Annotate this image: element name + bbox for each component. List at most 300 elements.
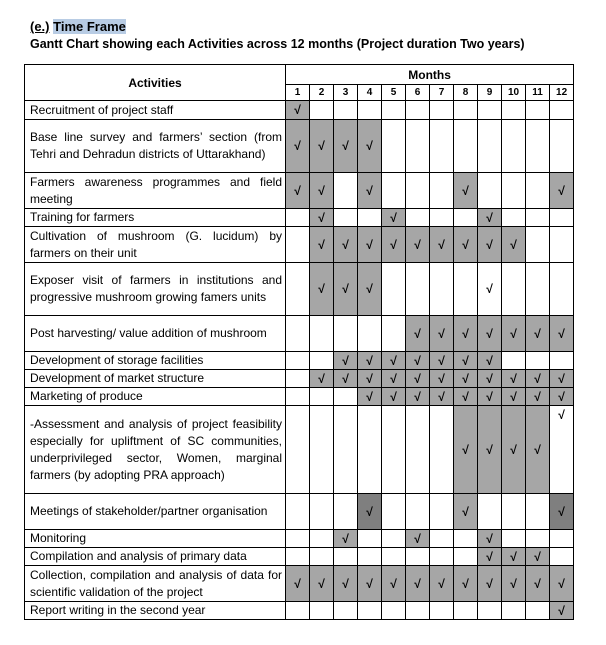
month-cell [358,209,382,227]
activity-label: Compilation and analysis of primary data [25,548,286,566]
month-cell [406,530,430,548]
gantt-row [25,316,599,352]
month-cell [430,548,454,566]
month-cell [358,548,382,566]
check-mark-icon: √ [462,371,469,386]
month-cell [334,316,358,352]
month-number: 5 [382,85,406,101]
activity-label: Meetings of stakeholder/partner organisation [25,494,286,530]
month-number: 9 [478,85,502,101]
check-mark-icon: √ [462,576,469,591]
month-cell [358,101,382,120]
gantt-row [25,120,599,173]
month-cell [406,263,430,316]
month-cell [310,173,334,209]
month-cell [550,388,574,406]
month-cell [334,602,358,620]
month-cell [406,352,430,370]
gantt-row [25,406,599,494]
month-cell [382,566,406,602]
month-cell [550,370,574,388]
section-title: Time Frame [53,19,126,34]
month-cell [502,101,526,120]
check-mark-icon: √ [366,576,373,591]
gantt-row [25,566,599,602]
month-cell [430,101,454,120]
month-cell [358,370,382,388]
month-cell [382,530,406,548]
check-mark-icon: √ [534,326,541,341]
month-cell [550,209,574,227]
month-cell [334,406,358,494]
month-cell [406,494,430,530]
month-number: 12 [550,85,574,101]
month-cell [286,566,310,602]
month-cell [478,406,502,494]
check-mark-icon: √ [438,353,445,368]
gantt-row [25,548,599,566]
activity-label: Cultivation of mushroom (G. lucidum) by farmers on their unit [25,227,286,263]
check-mark-icon: √ [438,326,445,341]
month-cell [526,263,550,316]
gantt-row [25,227,599,263]
month-cell [286,316,310,352]
check-mark-icon: √ [486,531,493,546]
month-cell [526,548,550,566]
check-mark-icon: √ [390,371,397,386]
activity-label: Exposer visit of farmers in institutions and progressive mushroom growing famers units [25,263,286,316]
check-mark-icon: √ [390,389,397,404]
check-mark-icon: √ [366,389,373,404]
month-cell [286,263,310,316]
check-mark-icon: √ [486,576,493,591]
month-cell [550,173,574,209]
month-cell [454,530,478,548]
check-mark-icon: √ [414,353,421,368]
month-cell [550,406,574,494]
month-cell [358,388,382,406]
month-cell [382,406,406,494]
activity-label: Development of storage facilities [25,352,286,370]
month-cell [502,352,526,370]
check-mark-icon: √ [318,282,325,296]
month-cell [358,494,382,530]
section-number: (e.) [30,19,50,34]
month-cell [430,370,454,388]
gantt-row [25,209,599,227]
check-mark-icon: √ [390,210,397,225]
month-number: 2 [310,85,334,101]
month-cell [502,566,526,602]
check-mark-icon: √ [366,139,373,153]
month-cell [502,370,526,388]
gantt-row [25,263,599,316]
check-mark-icon: √ [486,549,493,564]
month-cell [526,352,550,370]
month-cell [526,120,550,173]
month-cell [310,101,334,120]
month-cell [286,388,310,406]
month-cell [478,316,502,352]
check-mark-icon: √ [486,282,493,296]
month-cell [478,530,502,548]
month-cell [454,209,478,227]
month-cell [382,316,406,352]
month-cell [382,602,406,620]
check-mark-icon: √ [486,326,493,341]
month-number: 10 [502,85,526,101]
month-cell [358,352,382,370]
month-cell [406,602,430,620]
month-cell [550,602,574,620]
activities-header: Activities [25,65,286,101]
month-cell [526,388,550,406]
month-cell [478,352,502,370]
month-cell [334,263,358,316]
month-cell [310,388,334,406]
month-cell [382,120,406,173]
section-heading [30,18,126,35]
check-mark-icon: √ [534,442,541,457]
month-cell [334,101,358,120]
check-mark-icon: √ [294,139,301,153]
month-cell [310,263,334,316]
month-cell [430,388,454,406]
month-cell [358,263,382,316]
month-cell [502,263,526,316]
month-cell [502,602,526,620]
month-cell [454,173,478,209]
month-cell [310,316,334,352]
month-cell [454,548,478,566]
activity-label: Report writing in the second year [25,602,286,620]
check-mark-icon: √ [462,353,469,368]
gantt-table [24,64,599,620]
month-cell [334,227,358,263]
month-cell [502,388,526,406]
month-cell [502,173,526,209]
month-cell [478,120,502,173]
check-mark-icon: √ [366,183,373,198]
month-cell [430,120,454,173]
check-mark-icon: √ [366,371,373,386]
month-cell [406,173,430,209]
month-cell [382,370,406,388]
check-mark-icon: √ [438,237,445,252]
month-cell [526,209,550,227]
month-cell [334,388,358,406]
month-cell [286,548,310,566]
month-cell [406,316,430,352]
check-mark-icon: √ [486,353,493,368]
month-cell [310,209,334,227]
check-mark-icon: √ [414,531,421,546]
month-cell [406,406,430,494]
month-cell [382,227,406,263]
check-mark-icon: √ [534,549,541,564]
month-cell [478,602,502,620]
month-cell [358,120,382,173]
activity-label: Recruitment of project staff [25,101,286,120]
month-cell [358,602,382,620]
check-mark-icon: √ [318,183,325,198]
gantt-body [25,101,599,620]
month-cell [286,227,310,263]
month-cell [406,370,430,388]
month-number: 3 [334,85,358,101]
check-mark-icon: √ [390,237,397,252]
month-cell [334,566,358,602]
month-cell [454,352,478,370]
activity-label: Base line survey and farmers’ section (from Tehri and Dehradun districts of Uttarakhand) [25,120,286,173]
check-mark-icon: √ [366,504,373,519]
month-cell [382,173,406,209]
month-cell [550,227,574,263]
month-cell [286,352,310,370]
check-mark-icon: √ [486,210,493,225]
month-cell [430,494,454,530]
month-cell [286,370,310,388]
month-cell [478,227,502,263]
gantt-row [25,370,599,388]
check-mark-icon: √ [414,371,421,386]
check-mark-icon: √ [390,353,397,368]
check-mark-icon: √ [534,576,541,591]
activity-label: Training for farmers [25,209,286,227]
month-cell [358,406,382,494]
check-mark-icon: √ [486,371,493,386]
month-cell [526,602,550,620]
check-mark-icon: √ [462,326,469,341]
month-cell [358,227,382,263]
month-cell [430,406,454,494]
check-mark-icon: √ [318,210,325,225]
check-mark-icon: √ [486,442,493,457]
gantt-row [25,602,599,620]
month-cell [406,101,430,120]
month-cell [286,406,310,494]
month-cell [286,120,310,173]
month-cell [478,101,502,120]
month-cell [502,548,526,566]
check-mark-icon: √ [558,408,565,422]
month-cell [382,209,406,227]
month-cell [310,530,334,548]
check-mark-icon: √ [534,371,541,386]
month-cell [550,530,574,548]
month-cell [526,530,550,548]
month-cell [310,227,334,263]
month-cell [502,316,526,352]
check-mark-icon: √ [414,389,421,404]
check-mark-icon: √ [318,371,325,386]
month-cell [454,566,478,602]
month-number: 6 [406,85,430,101]
month-cell [406,388,430,406]
month-cell [502,209,526,227]
check-mark-icon: √ [414,576,421,591]
check-mark-icon: √ [558,504,565,519]
month-cell [430,352,454,370]
month-cell [526,370,550,388]
month-cell [454,120,478,173]
chart-subtitle: Gantt Chart showing each Activities across 12 months (Project duration Two years) [30,37,525,51]
month-cell [430,316,454,352]
month-cell [454,494,478,530]
check-mark-icon: √ [390,576,397,591]
activity-label: Marketing of produce [25,388,286,406]
check-mark-icon: √ [558,389,565,404]
check-mark-icon: √ [438,371,445,386]
month-cell [478,370,502,388]
check-mark-icon: √ [342,139,349,153]
check-mark-icon: √ [510,442,517,457]
gantt-row [25,173,599,209]
month-cell [286,530,310,548]
check-mark-icon: √ [558,371,565,386]
check-mark-icon: √ [342,531,349,546]
check-mark-icon: √ [318,237,325,252]
activity-label: Monitoring [25,530,286,548]
gantt-row [25,530,599,548]
month-cell [526,316,550,352]
gantt-row [25,101,599,120]
month-cell [478,263,502,316]
month-cell [358,316,382,352]
month-number: 8 [454,85,478,101]
month-cell [382,352,406,370]
month-cell [550,101,574,120]
gantt-row [25,388,599,406]
month-cell [550,352,574,370]
month-cell [454,101,478,120]
check-mark-icon: √ [342,576,349,591]
month-cell [286,101,310,120]
month-cell [310,352,334,370]
month-cell [526,566,550,602]
check-mark-icon: √ [462,183,469,198]
month-cell [430,209,454,227]
month-cell [382,101,406,120]
month-cell [454,316,478,352]
month-cell [286,173,310,209]
month-cell [286,602,310,620]
gantt-row [25,352,599,370]
month-cell [430,602,454,620]
month-cell [310,370,334,388]
check-mark-icon: √ [558,326,565,341]
month-cell [310,566,334,602]
activity-label: Farmers awareness programmes and field meeting [25,173,286,209]
check-mark-icon: √ [438,389,445,404]
check-mark-icon: √ [342,237,349,252]
month-cell [286,494,310,530]
month-cell [334,530,358,548]
month-cell [526,173,550,209]
months-header: Months [286,65,574,85]
month-cell [358,530,382,548]
month-cell [478,209,502,227]
month-number: 1 [286,85,310,101]
month-cell [286,209,310,227]
month-cell [550,566,574,602]
month-number: 11 [526,85,550,101]
month-number: 4 [358,85,382,101]
check-mark-icon: √ [510,549,517,564]
month-cell [430,173,454,209]
month-cell [478,173,502,209]
month-cell [454,406,478,494]
month-cell [430,530,454,548]
month-cell [406,227,430,263]
month-cell [310,120,334,173]
check-mark-icon: √ [462,389,469,404]
month-cell [334,370,358,388]
check-mark-icon: √ [318,576,325,591]
check-mark-icon: √ [414,237,421,252]
check-mark-icon: √ [462,442,469,457]
check-mark-icon: √ [342,353,349,368]
check-mark-icon: √ [294,183,301,198]
month-cell [334,494,358,530]
month-cell [334,120,358,173]
month-cell [550,263,574,316]
check-mark-icon: √ [510,576,517,591]
check-mark-icon: √ [558,576,565,591]
month-cell [478,494,502,530]
month-cell [454,388,478,406]
activity-label: Post harvesting/ value addition of mushroom [25,316,286,352]
check-mark-icon: √ [558,603,565,618]
month-cell [334,548,358,566]
month-cell [550,548,574,566]
month-cell [358,566,382,602]
month-cell [382,548,406,566]
month-cell [310,548,334,566]
check-mark-icon: √ [318,139,325,153]
month-cell [406,566,430,602]
check-mark-icon: √ [294,576,301,591]
check-mark-icon: √ [438,576,445,591]
month-cell [334,352,358,370]
month-cell [382,388,406,406]
month-cell [430,566,454,602]
check-mark-icon: √ [366,237,373,252]
month-cell [526,227,550,263]
check-mark-icon: √ [366,282,373,296]
check-mark-icon: √ [366,353,373,368]
month-cell [454,263,478,316]
check-mark-icon: √ [342,282,349,296]
month-cell [454,602,478,620]
month-cell [358,173,382,209]
month-cell [310,406,334,494]
month-number: 7 [430,85,454,101]
month-cell [478,566,502,602]
check-mark-icon: √ [510,237,517,252]
check-mark-icon: √ [510,326,517,341]
check-mark-icon: √ [342,371,349,386]
month-cell [478,388,502,406]
month-cell [310,494,334,530]
month-cell [526,494,550,530]
month-cell [454,227,478,263]
month-cell [382,263,406,316]
month-cell [334,173,358,209]
month-cell [502,406,526,494]
check-mark-icon: √ [534,389,541,404]
month-cell [526,101,550,120]
